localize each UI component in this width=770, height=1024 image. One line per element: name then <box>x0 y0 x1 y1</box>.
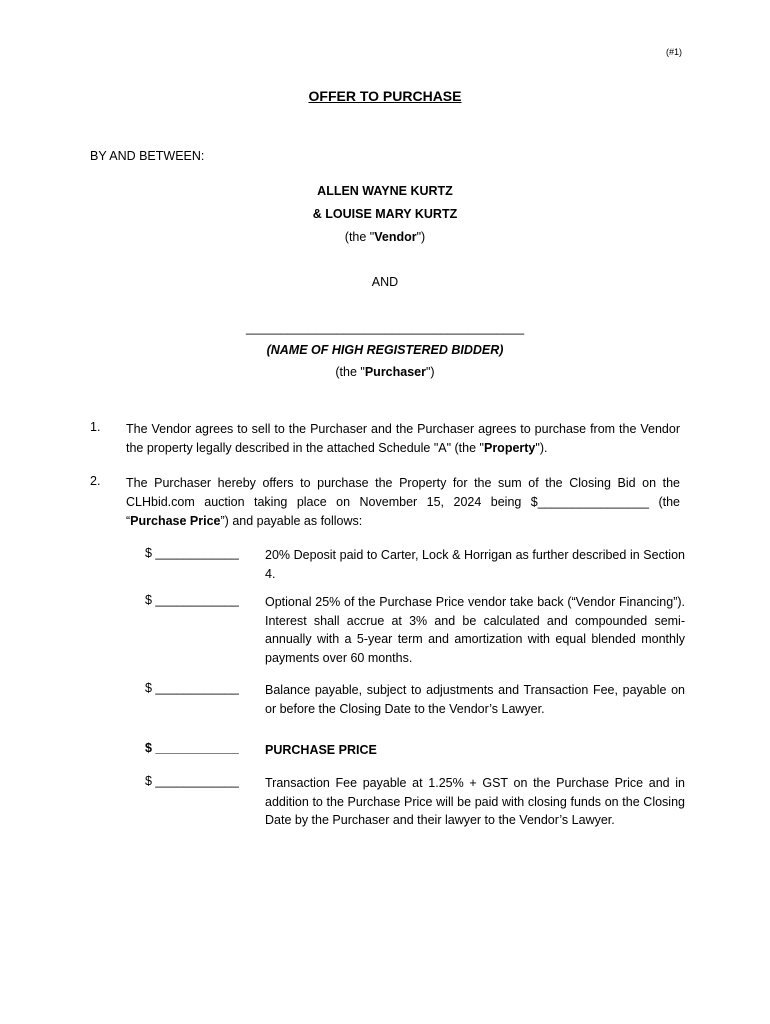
vendor-name-2: & LOUISE MARY KURTZ <box>312 207 458 221</box>
purchaser-name-placeholder: (NAME OF HIGH REGISTERED BIDDER) <box>266 343 504 357</box>
vendor-label: (the "Vendor") <box>344 230 426 244</box>
purchaser-label: (the "Purchaser") <box>335 365 435 379</box>
payment-amount-purchase-price: $ ____________ <box>145 741 239 755</box>
payment-amount-deposit: $ ____________ <box>145 546 239 560</box>
purchaser-blank-line: ________________________________________ <box>245 321 525 335</box>
payment-desc-balance: Balance payable, subject to adjustments and Transaction Fee, payable on or before the Closing Date to the Vendor’s Lawyer. <box>265 683 685 716</box>
clause-1-number: 1. <box>90 420 101 434</box>
clause-2-number: 2. <box>90 474 101 488</box>
payment-desc-purchase-price: PURCHASE PRICE <box>265 743 377 757</box>
payment-amount-financing: $ ____________ <box>145 593 239 607</box>
clause-1-text: The Vendor agrees to sell to the Purchaser and the Purchaser agrees to purchase from the Vendor the property legally described in the attached Schedule "A" (the "Property"). <box>126 422 680 455</box>
page-number: (#1) <box>665 47 682 57</box>
vendor-name-1: ALLEN WAYNE KURTZ <box>317 184 453 198</box>
intro-text: BY AND BETWEEN: <box>90 149 205 163</box>
clause-2-text: The Purchaser hereby offers to purchase the Property for the sum of the Closing Bid on the CLHbid.com auction taking place on November 15, 2024 being $________________ (the “Purchase Price”) and payable as follows: <box>126 476 680 528</box>
payment-desc-deposit: 20% Deposit paid to Carter, Lock & Horrigan as further described in Section 4. <box>265 548 685 581</box>
payment-desc-transaction-fee: Transaction Fee payable at 1.25% + GST on the Purchase Price and in addition to the Purchase Price will be paid with closing funds on the Closing Date by the Purchaser and their lawyer to the Vendor’s Lawyer. <box>265 776 685 827</box>
payment-amount-balance: $ ____________ <box>145 681 239 695</box>
payment-desc-financing: Optional 25% of the Purchase Price vendor take back (“Vendor Financing”). Interest shall accrue at 3% and be calculated and compounded semi-annually with a 5-year term and amortization with equal blended monthly payments over 60 months. <box>265 595 685 665</box>
and-separator: AND <box>371 275 399 289</box>
document-title: OFFER TO PURCHASE <box>308 88 462 104</box>
payment-amount-transaction-fee: $ ____________ <box>145 774 239 788</box>
